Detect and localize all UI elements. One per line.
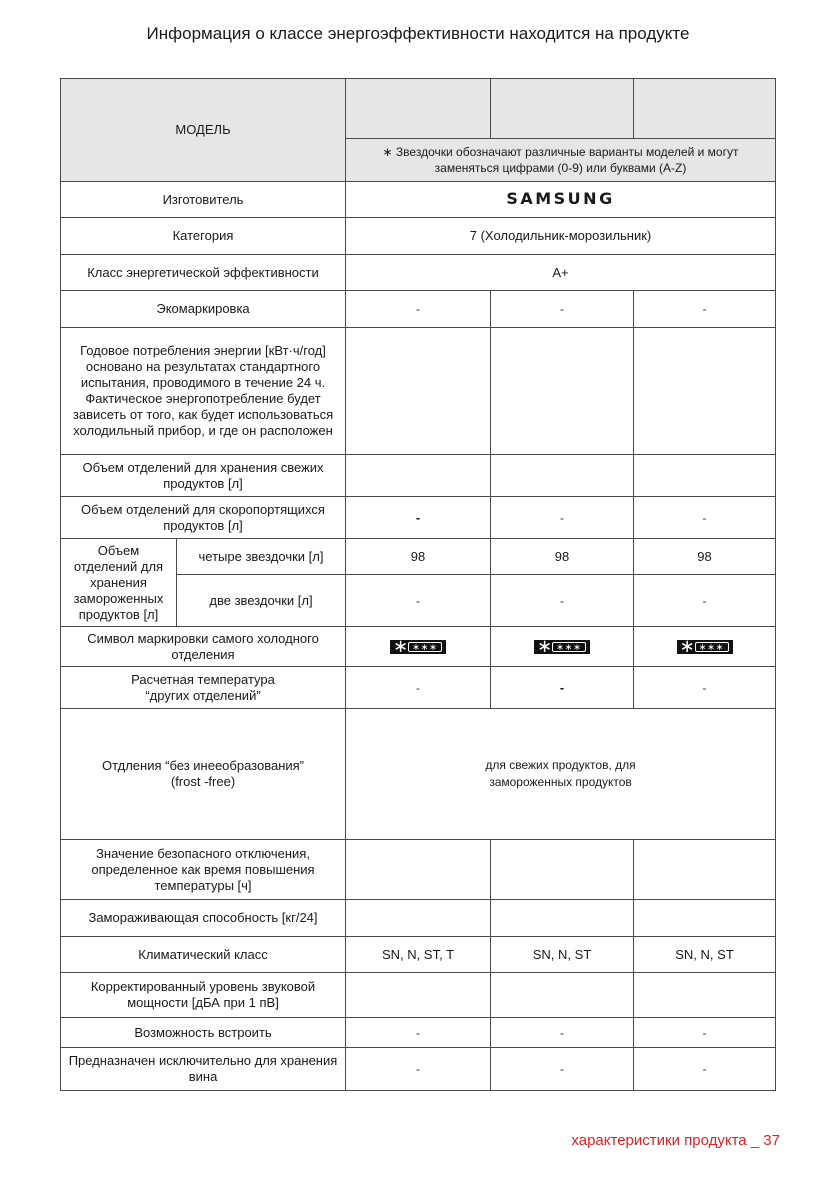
four-star-freezer-icon: ∗ ∗∗∗ xyxy=(677,640,733,654)
four-star-value-2: 98 xyxy=(491,539,634,575)
noise-value-3 xyxy=(634,973,776,1018)
coldest-symbol-cell-3 xyxy=(634,627,776,667)
frost-free-label-line2: (frost -free) xyxy=(170,774,236,789)
frozen-volume-group-label: Объем отделений для хранения замороженных продуктов [л] xyxy=(61,539,177,627)
energy-class-label: Класс энергетической эффективности xyxy=(61,255,346,291)
fresh-volume-value-3 xyxy=(634,455,776,497)
annual-energy-value-3 xyxy=(634,328,776,455)
design-temp-value-1: - xyxy=(346,667,491,709)
fresh-volume-label: Объем отделений для хранения свежих продуктов [л] xyxy=(61,455,346,497)
built-in-value-2: - xyxy=(491,1018,634,1048)
four-star-value-1: 98 xyxy=(346,539,491,575)
model-label: МОДЕЛЬ xyxy=(175,122,231,137)
climate-class-value-3: SN, N, ST xyxy=(634,937,776,973)
built-in-value-1: - xyxy=(346,1018,491,1048)
four-star-freezer-icon: ∗ ∗∗∗ xyxy=(390,640,446,654)
noise-value-2 xyxy=(491,973,634,1018)
wine-value-2: - xyxy=(491,1048,634,1091)
climate-class-value-2: SN, N, ST xyxy=(491,937,634,973)
page-footer: характеристики продукта _ 37 xyxy=(571,1132,780,1149)
built-in-value-3: - xyxy=(634,1018,776,1048)
freezing-capacity-value-2 xyxy=(491,900,634,937)
fresh-volume-value-2 xyxy=(491,455,634,497)
design-temp-value-3: - xyxy=(634,667,776,709)
safe-shutoff-value-1 xyxy=(346,840,491,900)
product-spec-table xyxy=(60,78,776,1091)
perishable-volume-value-2: - xyxy=(491,497,634,539)
freezing-capacity-label: Замораживающая способность [кг/24] xyxy=(61,900,346,937)
climate-class-value-1: SN, N, ST, T xyxy=(346,937,491,973)
annual-energy-value-2 xyxy=(491,328,634,455)
wine-value-1: - xyxy=(346,1048,491,1091)
frost-free-value: для свежих продуктов, для замороженных продуктов xyxy=(346,709,776,840)
design-temp-label xyxy=(61,667,346,709)
frost-free-label-line1: Отдления “без инеeобразования” xyxy=(102,758,305,773)
category-value: 7 (Холодильник-морозильник) xyxy=(346,218,776,255)
wine-value-3: - xyxy=(634,1048,776,1091)
coldest-symbol-label: Символ маркировки самого холодного отделения xyxy=(61,627,346,667)
page-title: Информация о классе энергоэффективности находится на продукте xyxy=(146,24,690,43)
model-value-1 xyxy=(346,79,491,139)
annual-energy-label: Годовое потребления энергии [кВт·ч/год] основано на результатах стандартного испытания, проводимого в течение 24 ч. Фактическое энергопотребление будет зависеть от того, как будет использоваться холодильный прибор, и где он расположен xyxy=(61,328,346,455)
model-label-cell xyxy=(61,79,346,182)
manufacturer-label: Изготовитель xyxy=(61,182,346,218)
ecolabel-value-3: - xyxy=(634,291,776,328)
model-note: ∗ Звездочки обозначают различные варианты моделей и могут заменяться цифрами (0-9) или буквами (A-Z) xyxy=(346,139,776,182)
two-star-value-1: - xyxy=(346,575,491,627)
safe-shutoff-value-3 xyxy=(634,840,776,900)
two-star-value-3: - xyxy=(634,575,776,627)
coldest-symbol-cell-1 xyxy=(346,627,491,667)
design-temp-label-line2: “других отделений” xyxy=(145,687,261,703)
freezing-capacity-value-1 xyxy=(346,900,491,937)
ecolabel-value-2: - xyxy=(491,291,634,328)
coldest-symbol-cell-2 xyxy=(491,627,634,667)
model-value-2 xyxy=(491,79,634,139)
climate-class-label: Климатический класс xyxy=(61,937,346,973)
model-value-3 xyxy=(634,79,776,139)
four-star-label: четыре звездочки [л] xyxy=(177,539,346,575)
ecolabel-value-1: - xyxy=(346,291,491,328)
perishable-volume-label: Объем отделений для скоропортящихся продуктов [л] xyxy=(61,497,346,539)
four-star-freezer-icon: ∗ ∗∗∗ xyxy=(534,640,590,654)
fresh-volume-value-1 xyxy=(346,455,491,497)
built-in-label: Возможность встроить xyxy=(61,1018,346,1048)
noise-value-1 xyxy=(346,973,491,1018)
design-temp-value-2: - xyxy=(491,667,634,709)
energy-class-value: A+ xyxy=(346,255,776,291)
noise-label: Корректированный уровень звуковой мощности [дБА при 1 пВ] xyxy=(61,973,346,1018)
two-star-value-2: - xyxy=(491,575,634,627)
four-star-value-3: 98 xyxy=(634,539,776,575)
samsung-logo: SAMSUNG xyxy=(506,189,615,208)
manufacturer-value-cell xyxy=(346,182,776,218)
two-star-label: две звездочки [л] xyxy=(177,575,346,627)
annual-energy-value-1 xyxy=(346,328,491,455)
perishable-volume-value-3: - xyxy=(634,497,776,539)
category-label: Категория xyxy=(61,218,346,255)
freezing-capacity-value-3 xyxy=(634,900,776,937)
safe-shutoff-value-2 xyxy=(491,840,634,900)
frost-free-label xyxy=(61,709,346,840)
design-temp-label-line1: Расчетная температура xyxy=(131,671,275,687)
safe-shutoff-label: Значение безопасного отключения, определенное как время повышения температуры [ч] xyxy=(61,840,346,900)
wine-label: Предназначен исключительно для хранения вина xyxy=(61,1048,346,1091)
ecolabel-label: Экомаркировка xyxy=(61,291,346,328)
perishable-volume-value-1: - xyxy=(346,497,491,539)
